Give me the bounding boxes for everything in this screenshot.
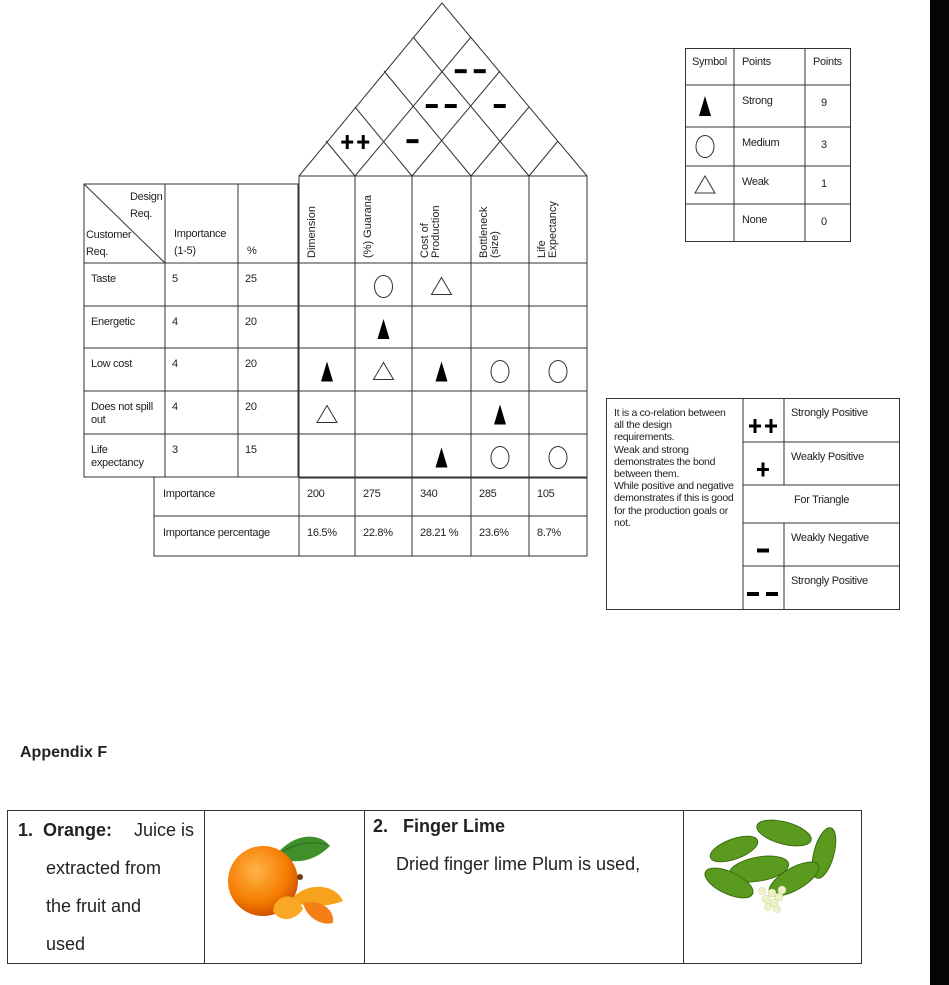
relation-medium-symbol: [491, 361, 509, 383]
corner-req-label: Req.: [130, 208, 153, 220]
customer-percent: 20: [245, 358, 257, 370]
legend-points-value: 9: [821, 97, 827, 109]
legend-points-value: 1: [821, 178, 827, 190]
customer-requirement-label: Does not spill out: [91, 401, 153, 426]
relation-weak-symbol: [317, 406, 337, 423]
legend-header-points: Points: [742, 56, 771, 68]
correlation-legend-label: Weakly Negative: [791, 532, 869, 544]
legend-points-value: 3: [821, 139, 827, 151]
relation-medium-symbol: [549, 361, 567, 383]
legend-points-value: 0: [821, 216, 827, 228]
house-of-quality: [0, 0, 600, 560]
relation-weak-symbol: [374, 363, 394, 380]
finger-lime-title: [373, 807, 505, 845]
customer-requirement-label: Taste: [91, 273, 116, 285]
orange-number: 1.: [18, 820, 34, 840]
legend-symbol-name: Medium: [742, 137, 780, 149]
customer-importance: 4: [172, 401, 178, 413]
orange-image-cell: [205, 811, 365, 963]
legend-symbol-name: Strong: [742, 95, 773, 107]
legend-symbol-name: Weak: [742, 176, 769, 188]
customer-percent: 20: [245, 401, 257, 413]
correlation-legend-symbol: [757, 463, 769, 477]
importance-value: 275: [363, 488, 381, 500]
customer-requirement-label: Low cost: [91, 358, 133, 370]
design-requirement-header: Dimension: [306, 206, 318, 258]
design-requirement-header: (%) Guarana: [362, 195, 374, 258]
relation-medium-symbol: [549, 447, 567, 469]
importance-value: 340: [420, 488, 438, 500]
appendix-title: Appendix F: [20, 744, 108, 761]
importance-value: 285: [479, 488, 497, 500]
relation-strong-symbol: [436, 448, 448, 468]
importance-row-label: Importance: [163, 488, 216, 500]
customer-importance: 5: [172, 273, 178, 285]
importance-percentage-value: 16.5%: [307, 527, 337, 539]
customer-percent: 15: [245, 444, 257, 456]
orange-line-4: used: [46, 934, 86, 954]
legend-medium-symbol: [696, 136, 714, 158]
finger-lime-description: Dried finger lime Plum is used,: [396, 854, 641, 874]
legend-strong-symbol: [699, 96, 711, 116]
orange-image: [205, 811, 365, 963]
orange-line-2: extracted from: [46, 858, 162, 878]
relation-strong-symbol: [494, 405, 506, 425]
percent-header: %: [247, 245, 257, 257]
finger-lime-image: [684, 811, 861, 963]
orange-name: Orange:: [43, 820, 113, 840]
design-requirement-header: Life Expectancy: [536, 201, 559, 258]
relation-medium-symbol: [491, 447, 509, 469]
correlation-legend-symbol: [749, 419, 777, 433]
legend-header-symbol: Symbol: [692, 56, 727, 68]
orange-description: [18, 811, 194, 963]
importance-percentage-value: 22.8%: [363, 527, 393, 539]
relation-strong-symbol: [321, 362, 333, 382]
correlation-legend-label: For Triangle: [793, 494, 850, 506]
correlation-legend: [606, 398, 900, 610]
finger-lime-text-cell: [365, 811, 684, 963]
finger-lime-number: 2.: [373, 816, 389, 836]
orange-line-3: the fruit and: [46, 896, 142, 916]
correlation-description: It is a co-relation between all the design requirements. Weak and strong demonstrates the bond between them. While positive and negative demonstrates if this is good for the production goals or not.: [614, 407, 734, 529]
relation-medium-symbol: [375, 276, 393, 298]
importance-pct-row-label: Importance percentage: [163, 527, 270, 539]
customer-percent: 20: [245, 316, 257, 328]
importance-value: 105: [537, 488, 555, 500]
corner-customer-req-label: Req.: [86, 246, 109, 258]
orange-line-1: Juice is: [133, 820, 194, 840]
design-requirement-header: Bottleneck (size): [478, 206, 501, 258]
design-requirement-header: Cost of Production: [419, 205, 442, 258]
customer-percent: 25: [245, 273, 257, 285]
relation-strong-symbol: [436, 362, 448, 382]
right-edge-bar: [930, 0, 949, 985]
customer-requirement-label: Life expectancy: [91, 444, 144, 469]
appendix-table: [7, 810, 862, 964]
orange-text-cell: [8, 811, 205, 963]
importance-header: Importance (1-5): [174, 228, 227, 257]
legend-symbol-name: None: [742, 214, 768, 226]
relation-weak-symbol: [432, 278, 452, 295]
correlation-legend-label: Weakly Positive: [791, 451, 864, 463]
correlation-legend-label: Strongly Positive: [791, 575, 868, 587]
legend-header-points-value: Points: [813, 56, 842, 68]
hoq-grid: [0, 0, 600, 560]
correlation-legend-symbol: [747, 592, 778, 596]
correlation-legend-label: Strongly Positive: [791, 407, 868, 419]
customer-importance: 4: [172, 358, 178, 370]
legend-weak-symbol: [695, 176, 715, 193]
importance-value: 200: [307, 488, 325, 500]
relation-strong-symbol: [378, 319, 390, 339]
importance-percentage-value: 28.21 %: [420, 527, 459, 539]
importance-percentage-value: 23.6%: [479, 527, 509, 539]
finger-lime-image-cell: [684, 811, 861, 963]
corner-design-label: Design: [130, 191, 163, 203]
correlation-legend-symbol: [757, 549, 769, 553]
corner-customer-label: Customer: [86, 229, 132, 241]
importance-percentage-value: 8.7%: [537, 527, 561, 539]
customer-importance: 3: [172, 444, 178, 456]
finger-lime-name: Finger Lime: [403, 816, 506, 836]
points-legend: [685, 48, 851, 242]
customer-importance: 4: [172, 316, 178, 328]
customer-requirement-label: Energetic: [91, 316, 135, 328]
